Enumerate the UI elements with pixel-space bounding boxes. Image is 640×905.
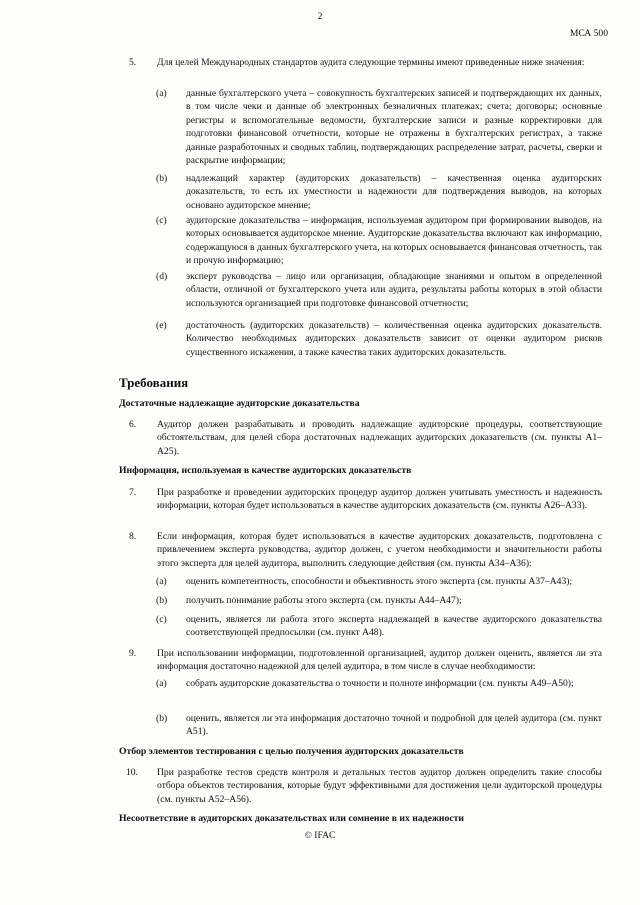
item-text: оценить компетентность, способности и объективность этого эксперта (см. пункты А37–А43);: [186, 576, 573, 587]
paragraph-number: 5.: [129, 57, 137, 68]
paragraph-number: 10.: [126, 767, 138, 778]
document-code: МСА 500: [569, 28, 608, 39]
item-label: (a): [156, 678, 167, 689]
section-heading: Требования: [119, 375, 189, 390]
item-label: (a): [156, 576, 167, 587]
item-text: надлежащий характер (аудиторских доказательств) – качественная оценка аудиторских доказательств, то есть их уместности и надежности для подтверждения выводов, на которых основано аудиторское мнение;: [186, 173, 602, 211]
item-label: (c): [156, 614, 167, 625]
paragraph-number: 6.: [129, 419, 137, 430]
subsection-heading: Достаточные надлежащие аудиторские доказательства: [119, 398, 360, 409]
paragraph-text: Если информация, которая будет использоваться в качестве аудиторских доказательств, подготовлена с привлечением эксперта руководства, аудитор должен, с учетом необходимости и значительности работы этого эксперта для целей аудитора, выполнить следующие действия (см. пункты А34–А36):: [157, 531, 602, 569]
item-label: (b): [156, 173, 168, 184]
paragraph-text: Для целей Международных стандартов аудита следующие термины имеют приведенные ниже значения:: [157, 57, 585, 68]
item-label: (d): [156, 271, 168, 282]
paragraph-number: 9.: [129, 648, 137, 659]
paragraph-number: 7.: [129, 487, 137, 498]
item-text: оценить, является ли работа этого эксперта надлежащей в качестве аудиторского доказательства соответствующей предпосылки (см. пункт А48).: [186, 614, 602, 639]
footer-copyright: © IFAC: [304, 830, 336, 841]
subsection-heading: Информация, используемая в качестве аудиторских доказательств: [119, 465, 412, 476]
item-label: (e): [156, 320, 167, 331]
item-text: эксперт руководства – лицо или организация, обладающие знаниями и опытом в определенной области, отличной от бухгалтерского учета или аудита, результаты работы которых в этой области используются организацией при подготовке финансовой отчетности;: [186, 271, 602, 309]
item-label: (b): [156, 713, 168, 724]
item-text: получить понимание работы этого эксперта (см. пункты А44–А47);: [186, 595, 462, 606]
item-text: оценить, является ли эта информация достаточно точной и подробной для целей аудитора (см. пункт А51).: [186, 713, 602, 738]
paragraph-number: 8.: [129, 531, 137, 542]
paragraph-text: При разработке тестов средств контроля и детальных тестов аудитор должен определить такие способы отбора объектов тестирования, которые будут эффективными для достижения цели аудиторской процедуры (см. пункты А52–А56).: [157, 767, 602, 805]
paragraph-text: Аудитор должен разрабатывать и проводить надлежащие аудиторские процедуры, соответствующие обстоятельствам, для целей сбора достаточных надлежащих аудиторских доказательств (см. пункты А1–А25).: [157, 419, 602, 457]
subsection-heading: Отбор элементов тестирования с целью получения аудиторских доказательств: [119, 746, 464, 757]
item-text: данные бухгалтерского учета – совокупность бухгалтерских записей и подтверждающих их данных, в том числе чеки и данные об электронных безналичных платежах; счета; договоры; основные регистры и вспомогательные ведомости, бухгалтерские записи и разные корректировки для подготовки финансовой отчетности, которые не отражены в бухгалтерских регистрах, а также данные разработочных и сводных таблиц, подтверждающих распределение затрат, расчеты, сверки и раскрытие информации;: [186, 88, 602, 167]
subsection-heading: Несоответствие в аудиторских доказательствах или сомнение в их надежности: [119, 813, 464, 824]
paragraph-text: При использовании информации, подготовленной организацией, аудитор должен оценить, является ли эта информация достаточно надежной для целей аудитора, в том числе в случае необходимости:: [157, 648, 602, 673]
item-text: достаточность (аудиторских доказательств) – количественная оценка аудиторских доказательств. Количество необходимых аудиторских доказательств зависит от оценки аудитором рисков существенного искажения, а также качества таких аудиторских доказательств.: [186, 320, 602, 358]
page-number: 2: [317, 11, 323, 22]
paragraph-text: При разработке и проведении аудиторских процедур аудитор должен учитывать уместность и надежность информации, которая будет использоваться в качестве аудиторских доказательств (см. пункты А26–А33).: [157, 487, 602, 512]
item-text: собрать аудиторские доказательства о точности и полноте информации (см. пункты А49–А50);: [186, 678, 574, 689]
item-label: (a): [156, 88, 167, 99]
item-text: аудиторские доказательства – информация, используемая аудитором при формировании выводов, на которых основывается аудиторское мнение. Аудиторские доказательства включают как информацию, содержащуюся в данных бухгалтерского учета, на которых основывается финансовая отчетность, так и прочую информацию;: [186, 215, 602, 267]
item-label: (c): [156, 215, 167, 226]
item-label: (b): [156, 595, 168, 606]
